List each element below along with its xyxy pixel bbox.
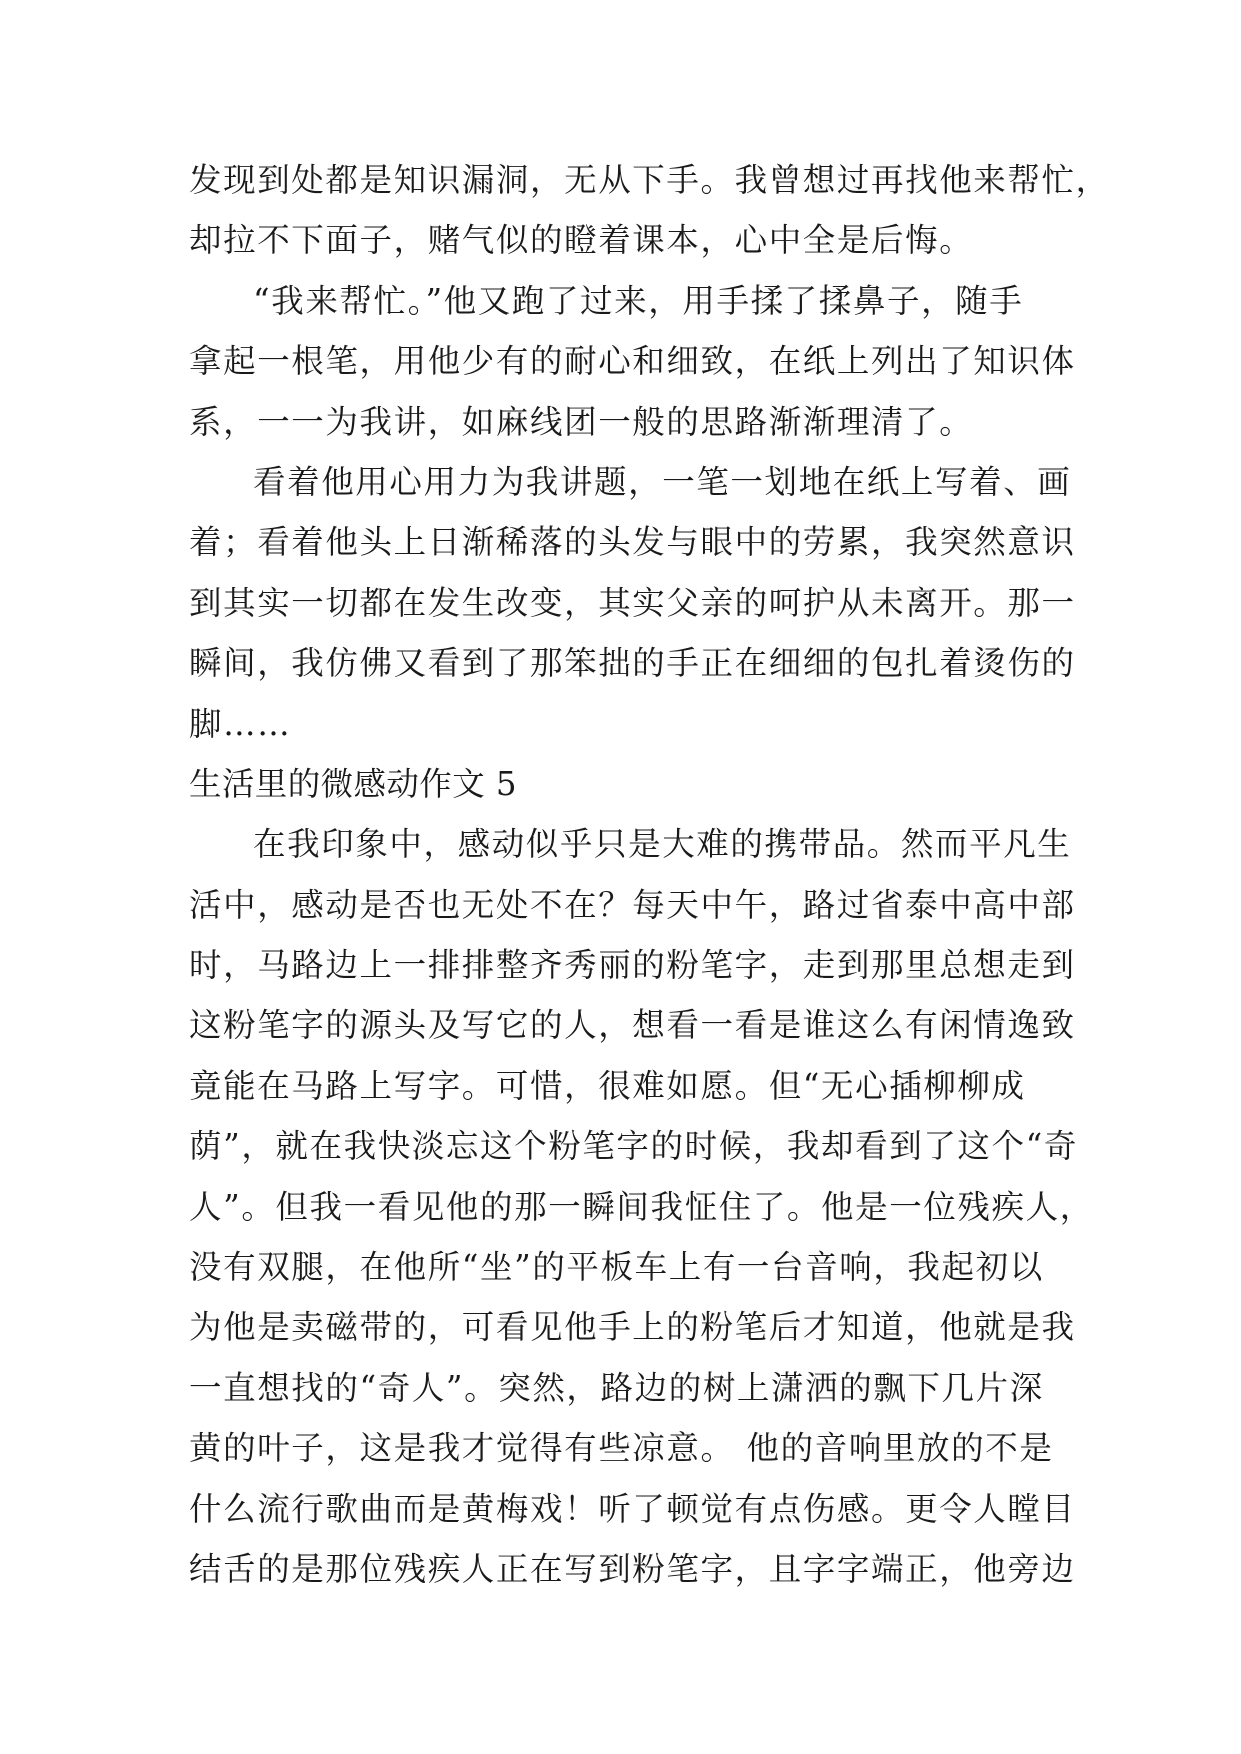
- text-line: 为他是卖磁带的，可看见他手上的粉笔后才知道，他就是我: [189, 1308, 1076, 1347]
- text-line: 看着他用心用力为我讲题，一笔一划地在纸上写着、画: [253, 462, 1072, 501]
- text-line: 发现到处都是知识漏洞，无从下手。我曾想过再找他来帮忙，: [189, 161, 1110, 199]
- text-line: 一直想找的“奇人”。突然，路边的树上潇洒的飘下几片深: [189, 1368, 1044, 1407]
- text-line: 竟能在马路上写字。可惜，很难如愿。但“无心插柳柳成: [189, 1066, 1026, 1105]
- text-line: 结舌的是那位残疾人正在写到粉笔字，且字字端正，他旁边: [189, 1549, 1076, 1588]
- text-line: 这粉笔字的源头及写它的人，想看一看是谁这么有闲情逸致: [189, 1006, 1076, 1045]
- text-line: 在我印象中，感动似乎只是大难的携带品。然而平凡生: [253, 825, 1072, 864]
- paragraph-continuation: [189, 150, 1110, 271]
- article-body: [189, 150, 1110, 1599]
- text-line: 什么流行歌曲而是黄梅戏！听了顿觉有点伤感。更令人瞠目: [189, 1489, 1076, 1528]
- text-line: 瞬间，我仿佛又看到了那笨拙的手正在细细的包扎着烫伤的: [189, 644, 1076, 683]
- text-line: 拿起一根笔，用他少有的耐心和细致，在纸上列出了知识体: [189, 342, 1076, 381]
- text-line: 活中，感动是否也无处不在？每天中午，路过省泰中高中部: [189, 885, 1076, 924]
- text-line: 着；看着他头上日渐稀落的头发与眼中的劳累，我突然意识: [189, 523, 1076, 562]
- text-line: 到其实一切都在发生改变，其实父亲的呵护从未离开。那一: [189, 583, 1076, 622]
- text-line: “我来帮忙。”他又跑了过来，用手揉了揉鼻子，随手: [253, 281, 1024, 320]
- text-line: 荫”，就在我快淡忘这个粉笔字的时候，我却看到了这个“奇: [189, 1127, 1078, 1166]
- text-line: 黄的叶子，这是我才觉得有些凉意。 他的音响里放的不是: [189, 1429, 1054, 1468]
- text-line: 没有双腿，在他所“坐”的平板车上有一台音响，我起初以: [189, 1248, 1044, 1287]
- text-line: 却拉不下面子，赌气似的瞪着课本，心中全是后悔。: [189, 221, 974, 260]
- text-line: 脚……: [189, 704, 292, 743]
- section-heading: 生活里的微感动作文 5: [189, 764, 517, 803]
- paragraph-help-offer: [189, 271, 1076, 452]
- paragraph-father-care: [189, 452, 1076, 754]
- text-line: 时，马路边上一排排整齐秀丽的粉笔字，走到那里总想走到: [189, 946, 1076, 985]
- text-line: 人”。但我一看见他的那一瞬间我怔住了。他是一位残疾人，: [189, 1187, 1094, 1226]
- paragraph-chalk-writer: [189, 814, 1094, 1599]
- text-line: 系，一一为我讲，如麻线团一般的思路渐渐理清了。: [189, 402, 974, 441]
